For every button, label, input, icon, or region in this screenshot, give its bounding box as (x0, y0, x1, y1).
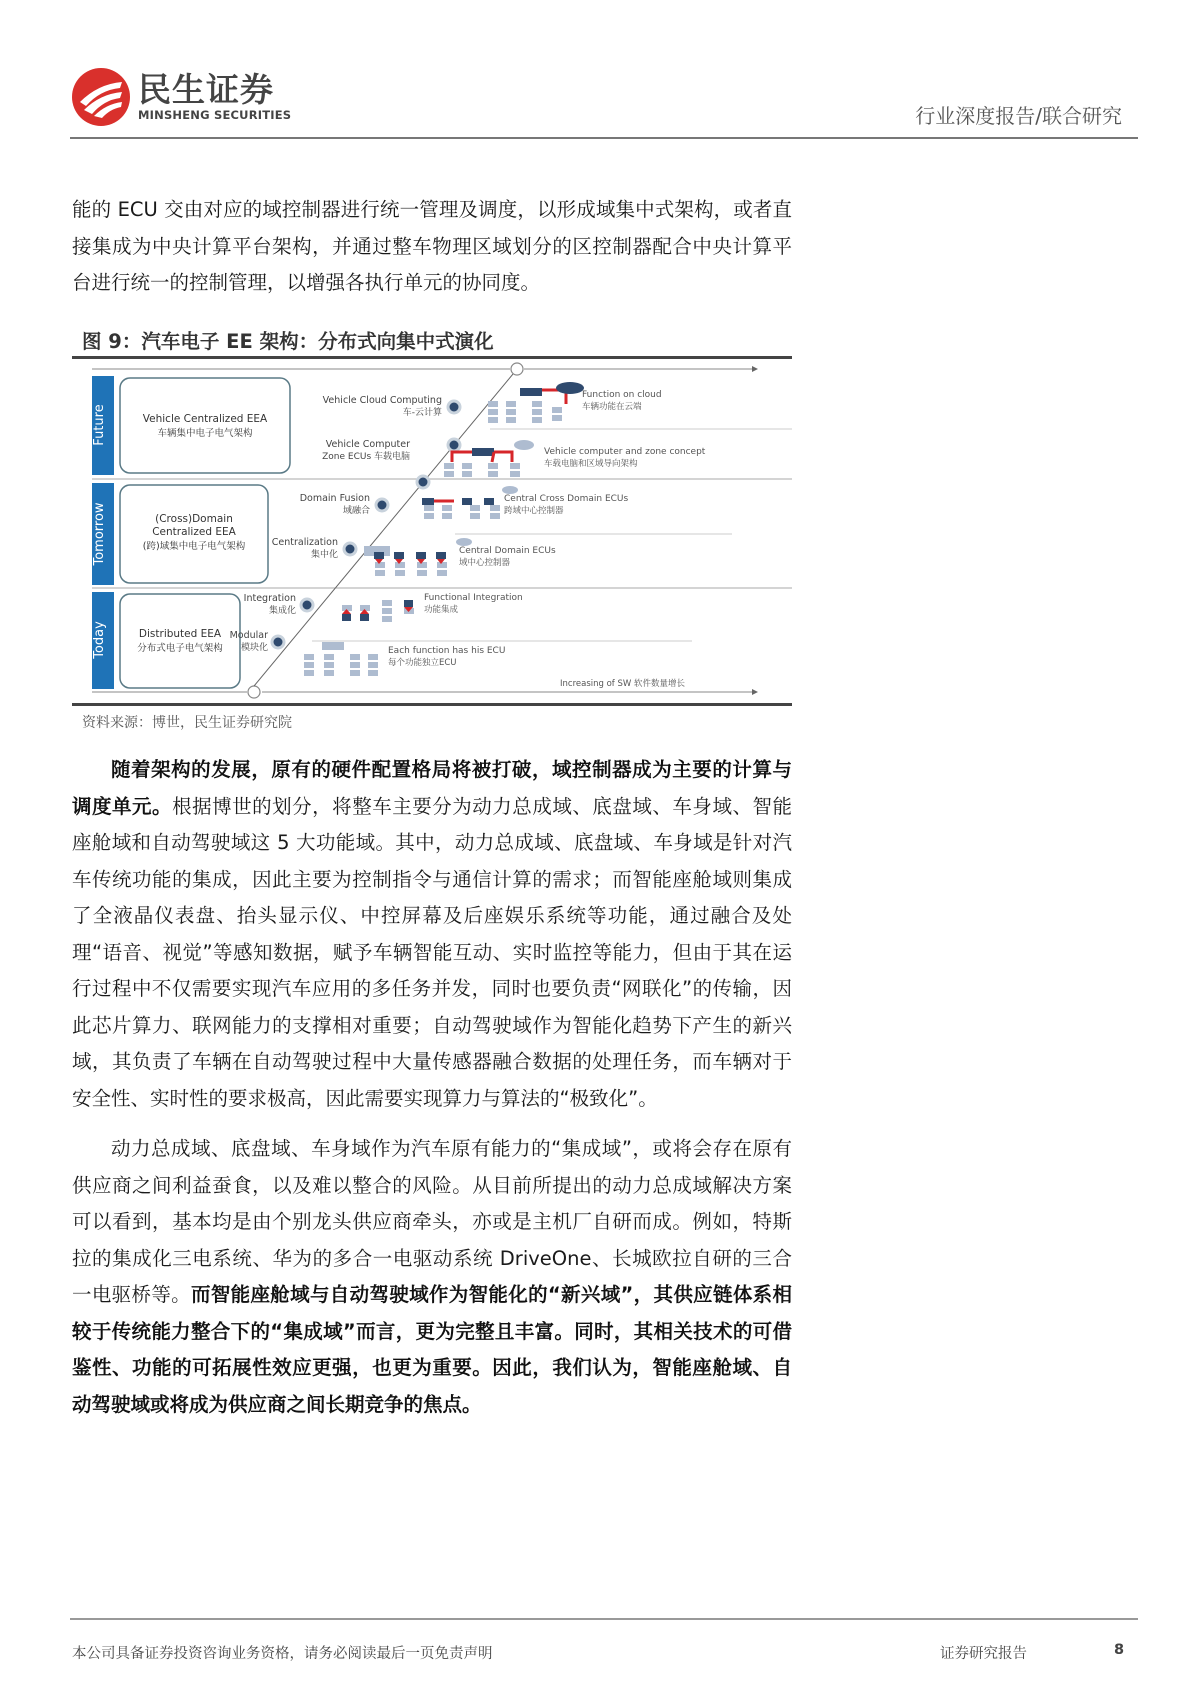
paragraph-tail-bold: 而智能座舱域与自动驾驶域作为智能化的“新兴域”，其供应链体系相较于传统能力整合下的“集成域”而言，更为完整且丰富。同时，其相关技术的可借鉴性、功能的可拓展性效应更强，也更为重要。因此，我们认为，智能座舱域、自动驾驶域或将成为供应商之间长期竞争的焦点。 (72, 1283, 792, 1416)
figure-bottom-rule (72, 703, 792, 706)
paragraph-lead-bold: 随着架构的发展，原有的硬件配置格局将被打破，域控制器成为主要的计算与调度单元。 (72, 758, 792, 818)
svg-text:Vehicle Cloud Computing: Vehicle Cloud Computing (322, 395, 442, 406)
figure-source: 资料来源：博世，民生证券研究院 (82, 715, 292, 731)
svg-text:Tomorrow: Tomorrow (92, 502, 107, 566)
svg-text:Central Cross Domain ECUs: Central Cross Domain ECUs (504, 494, 629, 504)
svg-text:域融合: 域融合 (342, 506, 370, 516)
svg-text:Vehicle computer and zone conc: Vehicle computer and zone concept (544, 447, 706, 457)
svg-text:Centralization: Centralization (271, 537, 338, 548)
svg-text:Centralized EEA: Centralized EEA (152, 526, 236, 538)
ee-architecture-diagram (92, 362, 792, 702)
page-header (70, 62, 1138, 140)
svg-text:Function on cloud: Function on cloud (582, 390, 662, 400)
svg-text:(跨)域集中电子电气架构: (跨)域集中电子电气架构 (142, 541, 246, 552)
header-divider (70, 137, 1138, 139)
footer-divider (70, 1618, 1138, 1620)
page-number: 8 (1114, 1642, 1125, 1658)
svg-text:车辆功能在云端: 车辆功能在云端 (582, 402, 642, 412)
svg-text:Vehicle Computer: Vehicle Computer (325, 439, 410, 450)
svg-text:(Cross)Domain: (Cross)Domain (155, 513, 233, 525)
minsheng-logo (72, 68, 291, 126)
logo-emblem-icon (72, 68, 130, 126)
intro-paragraph: 能的 ECU 交由对应的域控制器进行统一管理及调度，以形成域集中式架构，或者直接集成为中央计算平台架构，并通过整车物理区域划分的区控制器配合中央计算平台进行统一的控制管理，以增强各执行单元的协同度。 (72, 198, 792, 294)
svg-text:车辆集中电子电气架构: 车辆集中电子电气架构 (157, 428, 253, 439)
report-type: 行业深度报告/联合研究 (915, 104, 1122, 128)
logo-en-text: MINSHENG SECURITIES (138, 108, 292, 122)
svg-text:Domain Fusion: Domain Fusion (299, 493, 370, 504)
svg-text:Vehicle Centralized EEA: Vehicle Centralized EEA (142, 413, 268, 425)
logo-cn-text: 民生证券 (138, 70, 274, 109)
svg-text:车载电脑和区域导向架构: 车载电脑和区域导向架构 (544, 459, 638, 469)
paragraph-body: 根据博世的划分，将整车主要分为动力总成域、底盘域、车身域、智能座舱域和自动驾驶域这 5 大功能域。其中，动力总成域、底盘域、车身域是针对汽车传统功能的集成，因此主要为控制指令与通信计算的需求；而智能座舱域则集成了全液晶仪表盘、抬头显示仪、中控屏幕及后座娱乐系统等功能，通过融合及处理“语音、视觉”等感知数据，赋予车辆智能互动、实时监控等能力，但由于其在运行过程中不仅需要实现汽车应用的多任务并发，同时也要负责“网联化”的传输，因此芯片算力、联网能力的支撑相对重要；自动驾驶域作为智能化趋势下产生的新兴域，其负责了车辆在自动驾驶过程中大量传感器融合数据的处理任务，而车辆对于安全性、实时性的要求极高，因此需要实现算力与算法的“极致化”。 (72, 794, 792, 1110)
svg-text:分布式电子电气架构: 分布式电子电气架构 (137, 643, 223, 654)
svg-text:每个功能独立ECU: 每个功能独立ECU (388, 658, 457, 668)
svg-text:Increasing of SW 软件数量增长: Increasing of SW 软件数量增长 (560, 679, 685, 689)
figure-top-rule (72, 356, 792, 359)
svg-text:Functional Integration: Functional Integration (424, 593, 523, 603)
footer-disclaimer: 本公司具备证券投资咨询业务资格，请务必阅读最后一页免责声明 (72, 1646, 493, 1662)
svg-text:域中心控制器: 域中心控制器 (459, 558, 511, 568)
svg-text:车-云计算: 车-云计算 (402, 408, 442, 418)
svg-text:Zone ECUs 车载电脑: Zone ECUs 车载电脑 (322, 452, 410, 462)
svg-text:Modular: Modular (229, 630, 268, 641)
svg-text:Each function has his ECU: Each function has his ECU (388, 646, 506, 656)
paragraph-architecture (72, 752, 792, 1117)
svg-text:Distributed EEA: Distributed EEA (138, 628, 222, 640)
svg-text:Central Domain ECUs: Central Domain ECUs (459, 546, 556, 556)
paragraph-domains (72, 1131, 792, 1423)
svg-text:集中化: 集中化 (310, 550, 338, 560)
svg-text:功能集成: 功能集成 (424, 605, 459, 615)
svg-text:集成化: 集成化 (268, 606, 296, 616)
svg-text:跨域中心控制器: 跨域中心控制器 (504, 506, 564, 516)
svg-text:Today: Today (92, 621, 107, 659)
svg-text:模块化: 模块化 (240, 643, 268, 653)
svg-text:Integration: Integration (243, 593, 296, 604)
figure-title: 图 9：汽车电子 EE 架构：分布式向集中式演化 (82, 330, 494, 353)
paragraph-body: 动力总成域、底盘域、车身域作为汽车原有能力的“集成域”，或将会存在原有供应商之间利益蚕食，以及难以整合的风险。从目前所提出的动力总成域解决方案可以看到，基本均是由个别龙头供应商牵头，亦或是主机厂自研而成。例如，特斯拉的集成化三电系统、华为的多合一电驱动系统 DriveOne、长城欧拉自研的三合一电驱桥等。 (72, 1137, 792, 1306)
svg-text:Future: Future (92, 404, 107, 446)
footer-doc-type: 证券研究报告 (940, 1646, 1027, 1662)
